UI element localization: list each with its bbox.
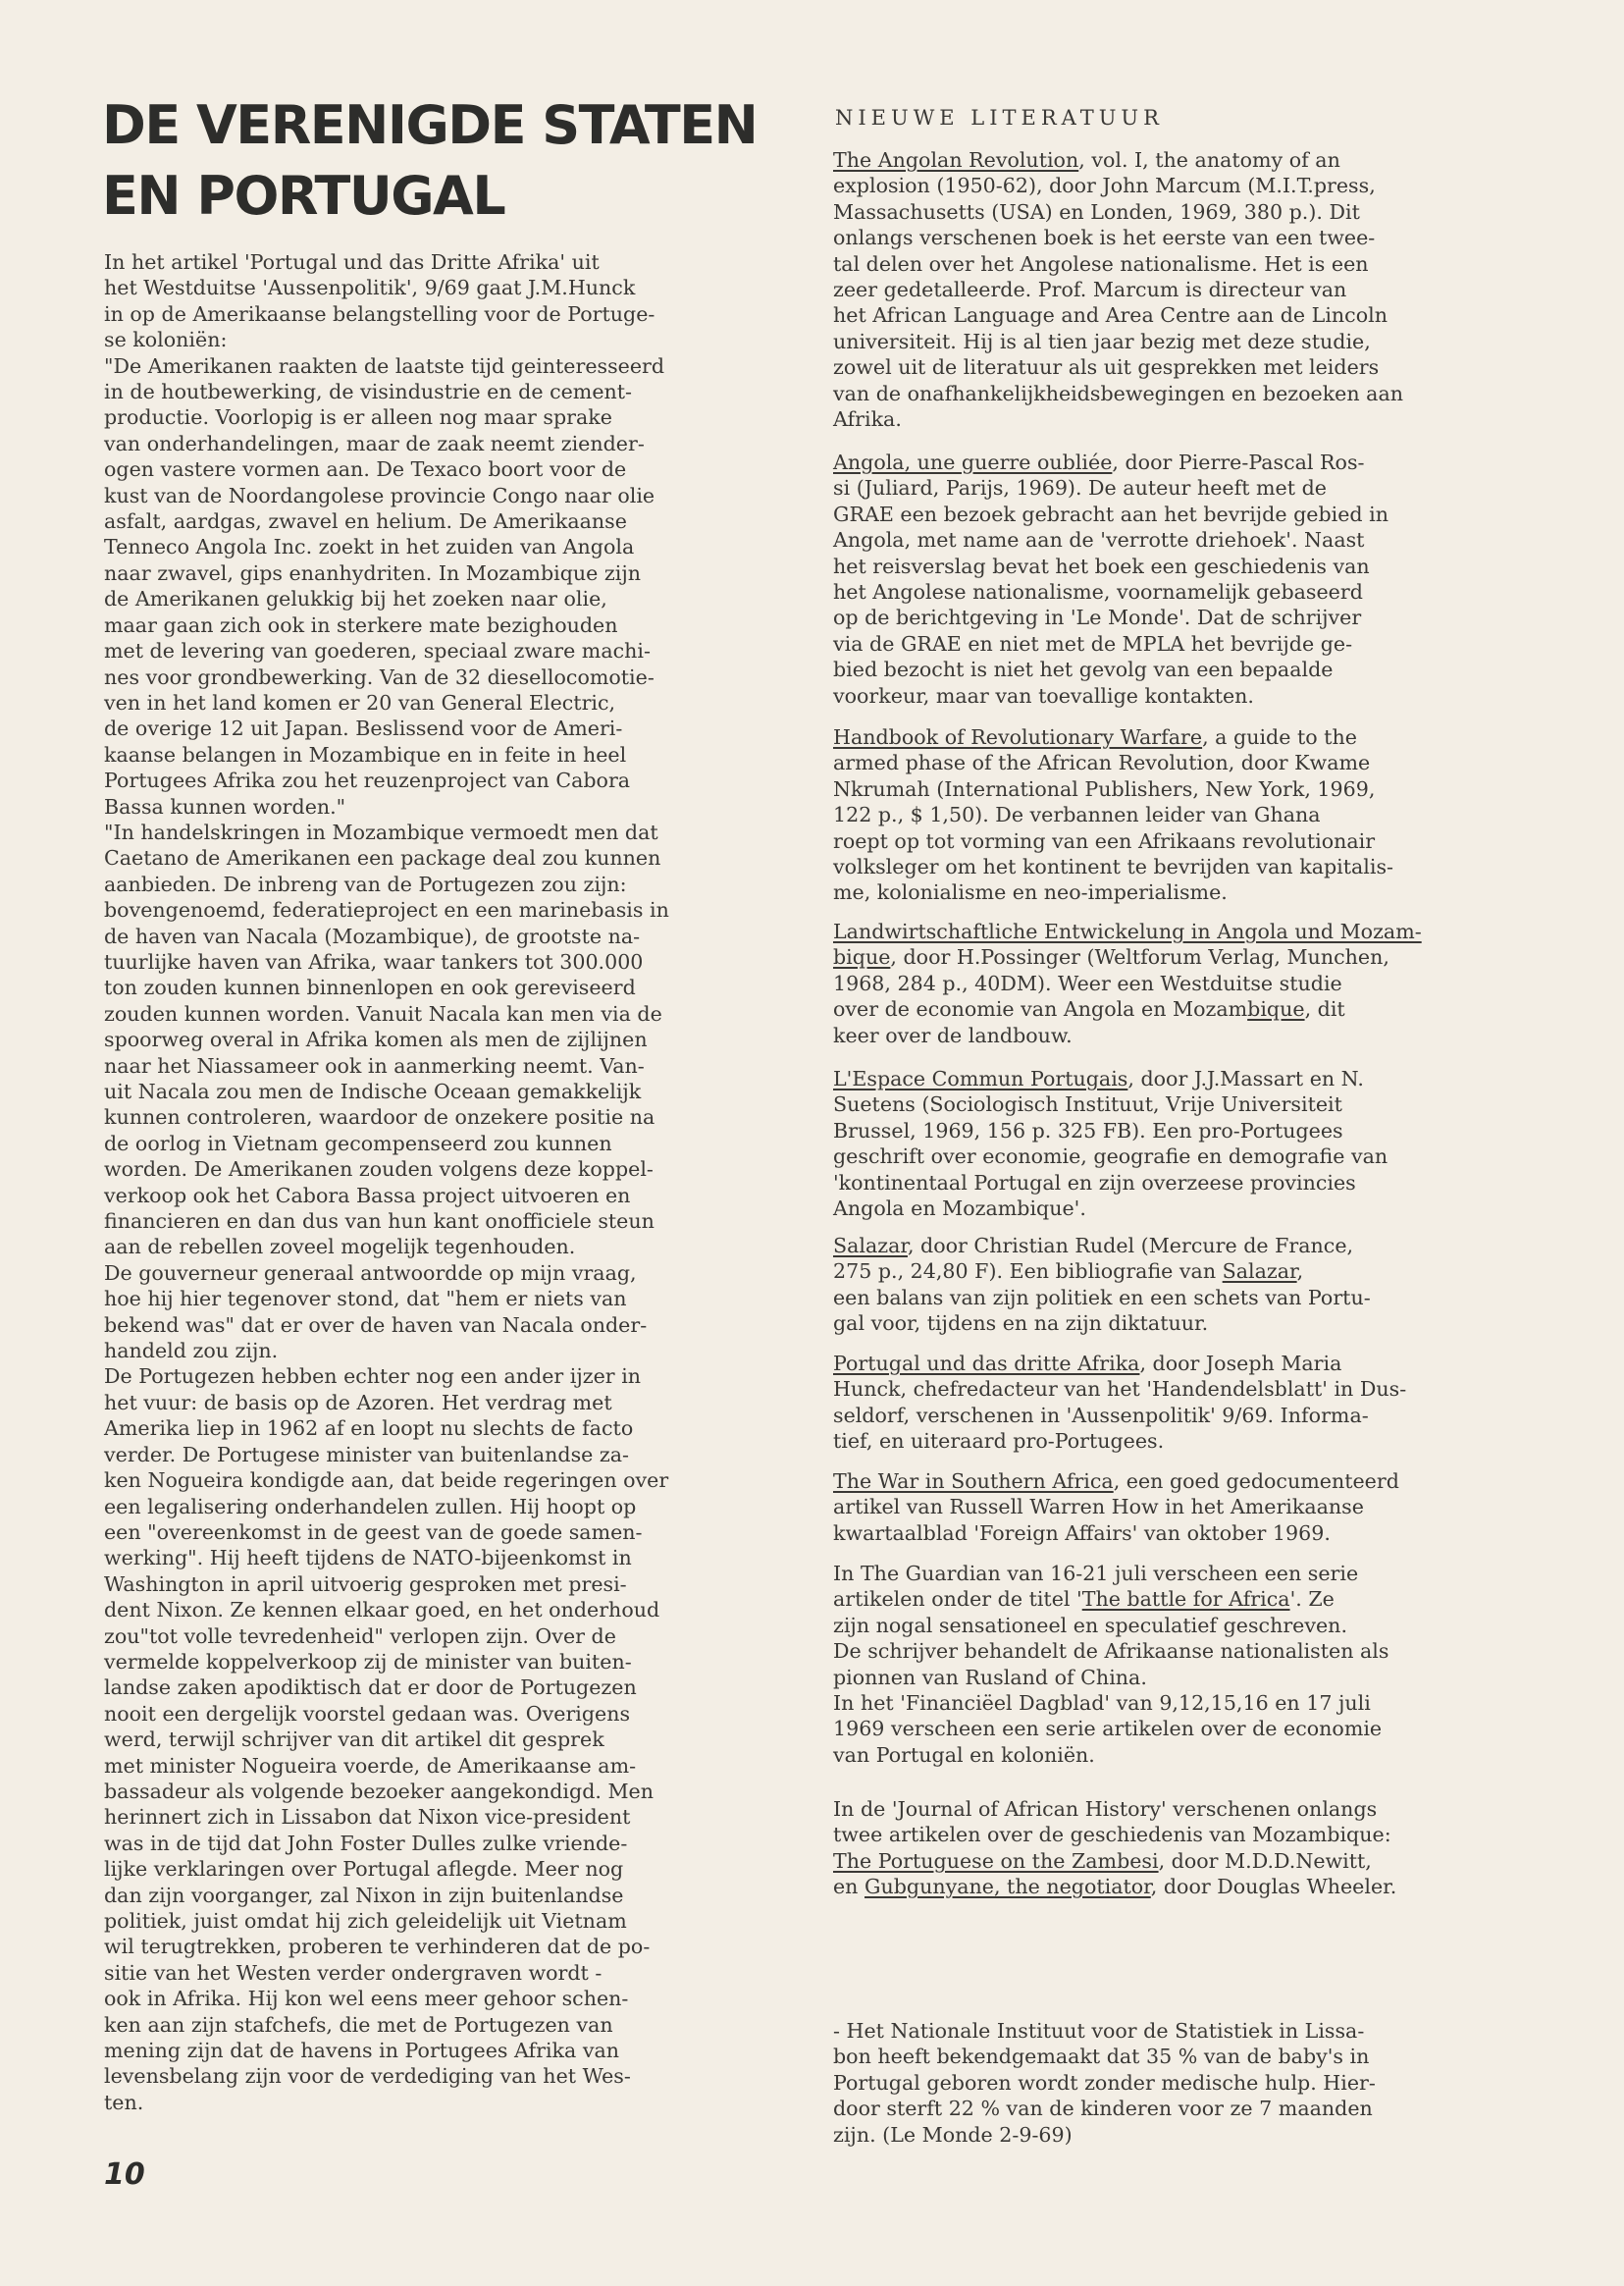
literature-line: Handbook of Revolutionary Warfare, a guide to the bbox=[833, 725, 1357, 749]
article-body-line: dent Nixon. Ze kennen elkaar goed, en het onderhoud bbox=[104, 1598, 660, 1622]
literature-line: geschrift over economie, geografie en demografie van bbox=[833, 1144, 1388, 1169]
article-body-line: hoe hij hier tegenover stond, dat "hem er niets van bbox=[104, 1287, 627, 1311]
title-underline: Handbook of Revolutionary Warfare bbox=[833, 725, 1203, 749]
title-underline: Salazar bbox=[833, 1234, 908, 1257]
article-body-line: kaanse belangen in Mozambique en in feite in heel bbox=[104, 742, 627, 767]
literature-line: van Portugal en koloniën. bbox=[833, 1742, 1095, 1767]
article-body-line: aan de rebellen zoveel mogelijk tegenhouden. bbox=[104, 1235, 576, 1259]
article-body-line: politiek, juist omdat hij zich geleidelijk uit Vietnam bbox=[104, 1909, 627, 1933]
literature-line: gal voor, tijdens en na zijn diktatuur. bbox=[833, 1311, 1209, 1336]
literature-line: tal delen over het Angolese nationalisme. Het is een bbox=[833, 251, 1369, 276]
article-body-line: ven in het land komen er 20 van General Electric, bbox=[104, 690, 616, 715]
literature-entry bbox=[833, 1233, 1371, 1337]
note-line: bon heeft bekendgemaakt dat 35 % van de baby's in bbox=[833, 2045, 1370, 2069]
title-underline: Angola, une guerre oubliée bbox=[833, 451, 1113, 474]
title-underline: Gubgunyane, the negotiator bbox=[864, 1875, 1151, 1899]
article-body-line: "In handelskringen in Mozambique vermoedt men dat bbox=[104, 820, 658, 844]
literature-line: 122 p., $ 1,50). De verbannen leider van Ghana bbox=[833, 803, 1321, 827]
article-body-line: de Amerikanen gelukkig bij het zoeken naar olie, bbox=[104, 587, 607, 611]
title-underline: The War in Southern Africa bbox=[833, 1469, 1114, 1493]
literature-line: 275 p., 24,80 F). Een bibliografie van Salazar, bbox=[833, 1259, 1304, 1284]
title-underline: Salazar bbox=[1222, 1259, 1297, 1284]
literature-line: Suetens (Sociologisch Instituut, Vrije Universiteit bbox=[833, 1092, 1342, 1117]
article-body-line: Caetano de Amerikanen een package deal zou kunnen bbox=[104, 846, 661, 871]
article-body-line: van onderhandelingen, maar de zaak neemt ziender- bbox=[104, 431, 645, 455]
literature-entry bbox=[833, 1690, 1382, 1768]
article-title-line: EN PORTUGAL bbox=[102, 165, 505, 227]
article-body-line: "De Amerikanen raakten de laatste tijd geinteresseerd bbox=[104, 353, 665, 378]
literature-line: het Angolese nationalisme, voornamelijk gebaseerd bbox=[833, 580, 1363, 605]
title-underline: Landwirtschaftliche Entwickelung in Angola und Mozam- bbox=[833, 920, 1422, 943]
literature-line: artikel van Russell Warren How in het Amerikaanse bbox=[833, 1495, 1364, 1519]
literature-line: me, kolonialisme en neo-imperialisme. bbox=[833, 880, 1228, 905]
article-body-line: In het artikel 'Portugal und das Dritte Afrika' uit bbox=[104, 250, 600, 274]
literature-line: een balans van zijn politiek en een schets van Portu- bbox=[833, 1285, 1371, 1309]
literature-line bbox=[833, 919, 1422, 944]
article-body-line: De Portugezen hebben echter nog een ander ijzer in bbox=[104, 1364, 642, 1389]
article-body-line: ook in Afrika. Hij kon wel eens meer gehoor schen- bbox=[104, 1987, 629, 2011]
article-body-line: vermelde koppelverkoop zij de minister van buiten- bbox=[104, 1649, 632, 1674]
literature-line: op de berichtgeving in 'Le Monde'. Dat de schrijver bbox=[833, 606, 1362, 630]
article-body-line: het Westduitse 'Aussenpolitik', 9/69 gaat J.M.Hunck bbox=[104, 276, 636, 300]
article-body-line: Bassa kunnen worden." bbox=[104, 794, 346, 819]
note-line: Portugal geboren wordt zonder medische hulp. Hier- bbox=[833, 2070, 1376, 2095]
article-body-line: een "overeenkomst in de geest van de goede samen- bbox=[104, 1519, 643, 1544]
article-body bbox=[104, 249, 669, 2115]
article-body-line: sitie van het Westen verder ondergraven wordt - bbox=[104, 1960, 602, 1985]
article-body-line: handeld zou zijn. bbox=[104, 1339, 279, 1363]
literature-line: GRAE een bezoek gebracht aan het bevrijde gebied in bbox=[833, 502, 1388, 526]
article-body-line: financieren en dan dus van hun kant onofficiele steun bbox=[104, 1209, 655, 1234]
article-body-line: bekend was" dat er over de haven van Nacala onder- bbox=[104, 1312, 648, 1337]
article-body-line: levensbelang zijn voor de verdediging van het Wes- bbox=[104, 2064, 631, 2089]
article-body-line: kust van de Noordangolese provincie Congo naar olie bbox=[104, 483, 655, 507]
article-body-line: verder. De Portugese minister van buitenlandse za- bbox=[104, 1442, 629, 1466]
literature-line: Angola en Mozambique'. bbox=[833, 1196, 1086, 1221]
literature-line: 'kontinentaal Portugal en zijn overzeese provincies bbox=[833, 1170, 1356, 1195]
literature-line: 1968, 284 p., 40DM). Weer een Westduitse studie bbox=[833, 971, 1342, 995]
literature-entry bbox=[833, 1468, 1399, 1546]
page-number: 10 bbox=[104, 2157, 145, 2192]
literature-line: over de economie van Angola en Mozambique, dit bbox=[833, 997, 1345, 1022]
literature-line: In het 'Financiëel Dagblad' van 9,12,15,16 en 17 juli bbox=[833, 1691, 1371, 1715]
article-body-line: uit Nacala zou men de Indische Oceaan gemakkelijk bbox=[104, 1080, 642, 1103]
article-body-line: de haven van Nacala (Mozambique), de grootste na- bbox=[104, 924, 641, 948]
literature-entry bbox=[833, 450, 1388, 709]
literature-line: Brussel, 1969, 156 p. 325 FB). Een pro-Portugees bbox=[833, 1118, 1343, 1143]
article-body-line: Amerika liep in 1962 af en loopt nu slechts de facto bbox=[104, 1416, 634, 1441]
article-body-line: de oorlog in Vietnam gecompenseerd zou kunnen bbox=[104, 1131, 612, 1155]
literature-heading: NIEUWE LITERATUUR bbox=[835, 106, 1164, 130]
literature-line: bied bezocht is niet het gevolg van een bepaalde bbox=[833, 658, 1334, 682]
literature-line: voorkeur, maar van toevallige kontakten. bbox=[833, 683, 1254, 708]
article-body-line: de overige 12 uit Japan. Beslissend voor de Ameri- bbox=[104, 717, 623, 741]
literature-line: Afrika. bbox=[833, 407, 902, 432]
literature-line: si (Juliard, Parijs, 1969). De auteur heeft met de bbox=[833, 476, 1327, 501]
literature-line: Nkrumah (International Publishers, New York, 1969, bbox=[833, 776, 1376, 801]
article-body-line: ken aan zijn stafchefs, die met de Portugezen van bbox=[104, 2012, 613, 2037]
article-body-line: asfalt, aardgas, zwavel en helium. De Amerikaanse bbox=[104, 509, 627, 534]
article-body-line: Washington in april uitvoerig gesproken met presi- bbox=[104, 1571, 627, 1596]
literature-entry bbox=[833, 147, 1403, 432]
literature-line: zijn nogal sensationeel en speculatief geschreven. bbox=[833, 1613, 1347, 1637]
title-underline: L'Espace Commun Portugais bbox=[833, 1067, 1128, 1090]
article-body-line: maar gaan zich ook in sterkere mate bezighouden bbox=[104, 612, 618, 637]
literature-line: van de onafhankelijkheidsbewegingen en bezoeken aan bbox=[833, 381, 1403, 405]
literature-line: Portugal und das dritte Afrika, door Joseph Maria bbox=[833, 1352, 1342, 1375]
article-body-line: lijke verklaringen over Portugal aflegde. Meer nog bbox=[104, 1857, 624, 1882]
literature-line: artikelen onder de titel 'The battle for Africa'. Ze bbox=[833, 1587, 1335, 1612]
literature-line: twee artikelen over de geschiedenis van Mozambique: bbox=[833, 1823, 1391, 1847]
article-body-line: werking". Hij heeft tijdens de NATO-bijeenkomst in bbox=[104, 1546, 632, 1570]
literature-line: het African Language and Area Centre aan de Lincoln bbox=[833, 303, 1388, 328]
article-title-line: DE VERENIGDE STATEN bbox=[102, 94, 758, 156]
article-body-line: naar het Niassameer ook in aanmerking neemt. Van- bbox=[104, 1053, 645, 1078]
literature-line: In The Guardian van 16-21 juli verscheen een serie bbox=[833, 1562, 1359, 1585]
article-body-line: was in de tijd dat John Foster Dulles zulke vriende- bbox=[104, 1831, 628, 1855]
article-body-line: bassadeur als volgende bezoeker aangekondigd. Men bbox=[104, 1779, 655, 1803]
article-body-line: kunnen controleren, waardoor de onzekere positie na bbox=[104, 1105, 655, 1130]
literature-line: keer over de landbouw. bbox=[833, 1023, 1073, 1047]
literature-line: zeer gedetalleerde. Prof. Marcum is directeur van bbox=[833, 278, 1347, 302]
title-underline: The Portuguese on the Zambesi bbox=[833, 1848, 1159, 1873]
article-body-line: ken Nogueira kondigde aan, dat beide regeringen over bbox=[104, 1468, 669, 1493]
literature-line: Angola, une guerre oubliée, door Pierre-Pascal Ros- bbox=[833, 451, 1365, 474]
article-body-line: zou"tot volle tevredenheid" verlopen zijn. Over de bbox=[104, 1623, 616, 1648]
title-underline: Portugal und das dritte Afrika bbox=[833, 1352, 1140, 1375]
literature-line: via de GRAE en niet met de MPLA het bevrijde ge- bbox=[833, 631, 1353, 656]
article-body-line: De gouverneur generaal antwoordde op mijn vraag, bbox=[104, 1260, 637, 1285]
literature-line: explosion (1950-62), door John Marcum (M.I.T.press, bbox=[833, 174, 1376, 198]
literature-entry bbox=[833, 1351, 1406, 1455]
literature-line: The Portuguese on the Zambesi, door M.D.D.Newitt, bbox=[833, 1848, 1372, 1873]
title-underline: bique bbox=[1247, 997, 1305, 1022]
title-underline: bique bbox=[833, 945, 891, 970]
literature-line: De schrijver behandelt de Afrikaanse nationalisten als bbox=[833, 1639, 1389, 1664]
literature-line: onlangs verschenen boek is het eerste van een twee- bbox=[833, 226, 1376, 250]
literature-line: L'Espace Commun Portugais, door J.J.Massart en N. bbox=[833, 1067, 1364, 1090]
literature-line: en Gubgunyane, the negotiator, door Douglas Wheeler. bbox=[833, 1875, 1397, 1899]
article-body-line: Portugees Afrika zou het reuzenproject van Cabora bbox=[104, 769, 631, 793]
article-body-line: werd, terwijl schrijver van dit artikel dit gesprek bbox=[104, 1728, 604, 1752]
literature-line: 1969 verscheen een serie artikelen over de economie bbox=[833, 1717, 1383, 1741]
article-body-line: se koloniën: bbox=[104, 328, 228, 352]
literature-line: In de 'Journal of African History' verschenen onlangs bbox=[833, 1797, 1378, 1821]
article-body-line: wil terugtrekken, proberen te verhinderen dat de po- bbox=[104, 1935, 651, 1959]
article-body-line: bovengenoemd, federatieproject en een marinebasis in bbox=[104, 898, 669, 923]
article-body-line: met minister Nogueira voerde, de Amerikaanse am- bbox=[104, 1753, 637, 1778]
literature-line: The Angolan Revolution, vol. I, the anatomy of an bbox=[833, 148, 1340, 172]
article-body-line: herinnert zich in Lissabon dat Nixon vice-president bbox=[104, 1805, 631, 1830]
title-underline: The Angolan Revolution bbox=[833, 148, 1079, 172]
article-body-line: tuurlijke haven van Afrika, waar tankers tot 300.000 bbox=[104, 949, 644, 974]
literature-entry bbox=[833, 724, 1393, 906]
literature-entry bbox=[833, 1796, 1396, 1900]
literature-entry bbox=[833, 1066, 1388, 1221]
literature-line: Hunck, chefredacteur van het 'Handendelsblatt' in Dus- bbox=[833, 1377, 1407, 1402]
article-body-line: zouden kunnen worden. Vanuit Nacala kan men via de bbox=[104, 1001, 662, 1026]
literature-line: armed phase of the African Revolution, door Kwame bbox=[833, 751, 1371, 775]
literature-line: het reisverslag bevat het boek een geschiedenis van bbox=[833, 554, 1370, 578]
article-body-line: ogen vastere vormen aan. De Texaco boort voor de bbox=[104, 457, 627, 482]
note-line: door sterft 22 % van de kinderen voor ze 7 maanden bbox=[833, 2097, 1373, 2121]
article-body-line: landse zaken apodiktisch dat er door de Portugezen bbox=[104, 1675, 637, 1700]
literature-line: tief, en uiteraard pro-Portugees. bbox=[833, 1429, 1165, 1454]
article-body-line: nooit een dergelijk voorstel gedaan was. Overigens bbox=[104, 1701, 631, 1726]
article-body-line: het vuur: de basis op de Azoren. Het verdrag met bbox=[104, 1390, 612, 1414]
note-line: zijn. (Le Monde 2-9-69) bbox=[833, 2122, 1073, 2147]
article-body-line: met de levering van goederen, speciaal zware machi- bbox=[104, 639, 651, 664]
statistics-note bbox=[833, 2018, 1376, 2148]
literature-line: volksleger om het kontinent te bevrijden van kapitalis- bbox=[833, 855, 1393, 879]
article-body-line: productie. Voorlopig is er alleen nog maar sprake bbox=[104, 405, 612, 430]
literature-entry bbox=[833, 919, 1422, 1048]
article-body-line: een legalisering onderhandelen zullen. Hij hoopt op bbox=[104, 1494, 637, 1518]
literature-line: universiteit. Hij is al tien jaar bezig met deze studie, bbox=[833, 329, 1371, 353]
literature-line: Angola, met name aan de 'verrotte driehoek'. Naast bbox=[833, 528, 1365, 553]
literature-line: roept op tot vorming van een Afrikaans revolutionair bbox=[833, 828, 1376, 853]
article-body-line: mening zijn dat de havens in Portugees Afrika van bbox=[104, 2039, 620, 2063]
literature-line: kwartaalblad 'Foreign Affairs' van oktober 1969. bbox=[833, 1520, 1331, 1545]
article-body-line: in op de Amerikaanse belangstelling voor de Portuge- bbox=[104, 301, 655, 326]
literature-line: The War in Southern Africa, een goed gedocumenteerd bbox=[833, 1469, 1399, 1493]
article-body-line: aanbieden. De inbreng van de Portugezen zou zijn: bbox=[104, 872, 627, 896]
article-body-line: ton zouden kunnen binnenlopen en ook gereviseerd bbox=[104, 976, 636, 1000]
article-body-line: ten. bbox=[104, 2090, 144, 2114]
literature-line: Massachusetts (USA) en Londen, 1969, 380 p.). Dit bbox=[833, 199, 1360, 224]
literature-line: Salazar, door Christian Rudel (Mercure de France, bbox=[833, 1234, 1354, 1257]
literature-line: bique, door H.Possinger (Weltforum Verlag, Munchen, bbox=[833, 945, 1389, 970]
article-title bbox=[102, 90, 757, 232]
note-line: - Het Nationale Instituut voor de Statistiek in Lissa- bbox=[833, 2019, 1365, 2043]
article-body-line: Tenneco Angola Inc. zoekt in het zuiden van Angola bbox=[104, 535, 635, 559]
article-body-line: naar zwavel, gips enanhydriten. In Mozambique zijn bbox=[104, 560, 641, 585]
literature-entry bbox=[833, 1561, 1388, 1690]
literature-line: pionnen van Rusland of China. bbox=[833, 1665, 1147, 1689]
article-body-line: verkoop ook het Cabora Bassa project uitvoeren en bbox=[104, 1183, 631, 1207]
article-body-line: dan zijn voorganger, zal Nixon in zijn buitenlandse bbox=[104, 1883, 624, 1907]
title-underline: The battle for Africa bbox=[1081, 1587, 1290, 1612]
article-body-line: in de houtbewerking, de visindustrie en de cement- bbox=[104, 380, 633, 404]
literature-line: seldorf, verschenen in 'Aussenpolitik' 9/69. Informa- bbox=[833, 1403, 1369, 1427]
article-body-line: worden. De Amerikanen zouden volgens deze koppel- bbox=[104, 1157, 654, 1182]
article-body-line: nes voor grondbewerking. Van de 32 diesellocomotie- bbox=[104, 665, 655, 689]
literature-line: zowel uit de literatuur als uit gesprekken met leiders bbox=[833, 355, 1380, 380]
article-body-line: spoorweg overal in Afrika komen als men de zijlijnen bbox=[104, 1028, 648, 1052]
